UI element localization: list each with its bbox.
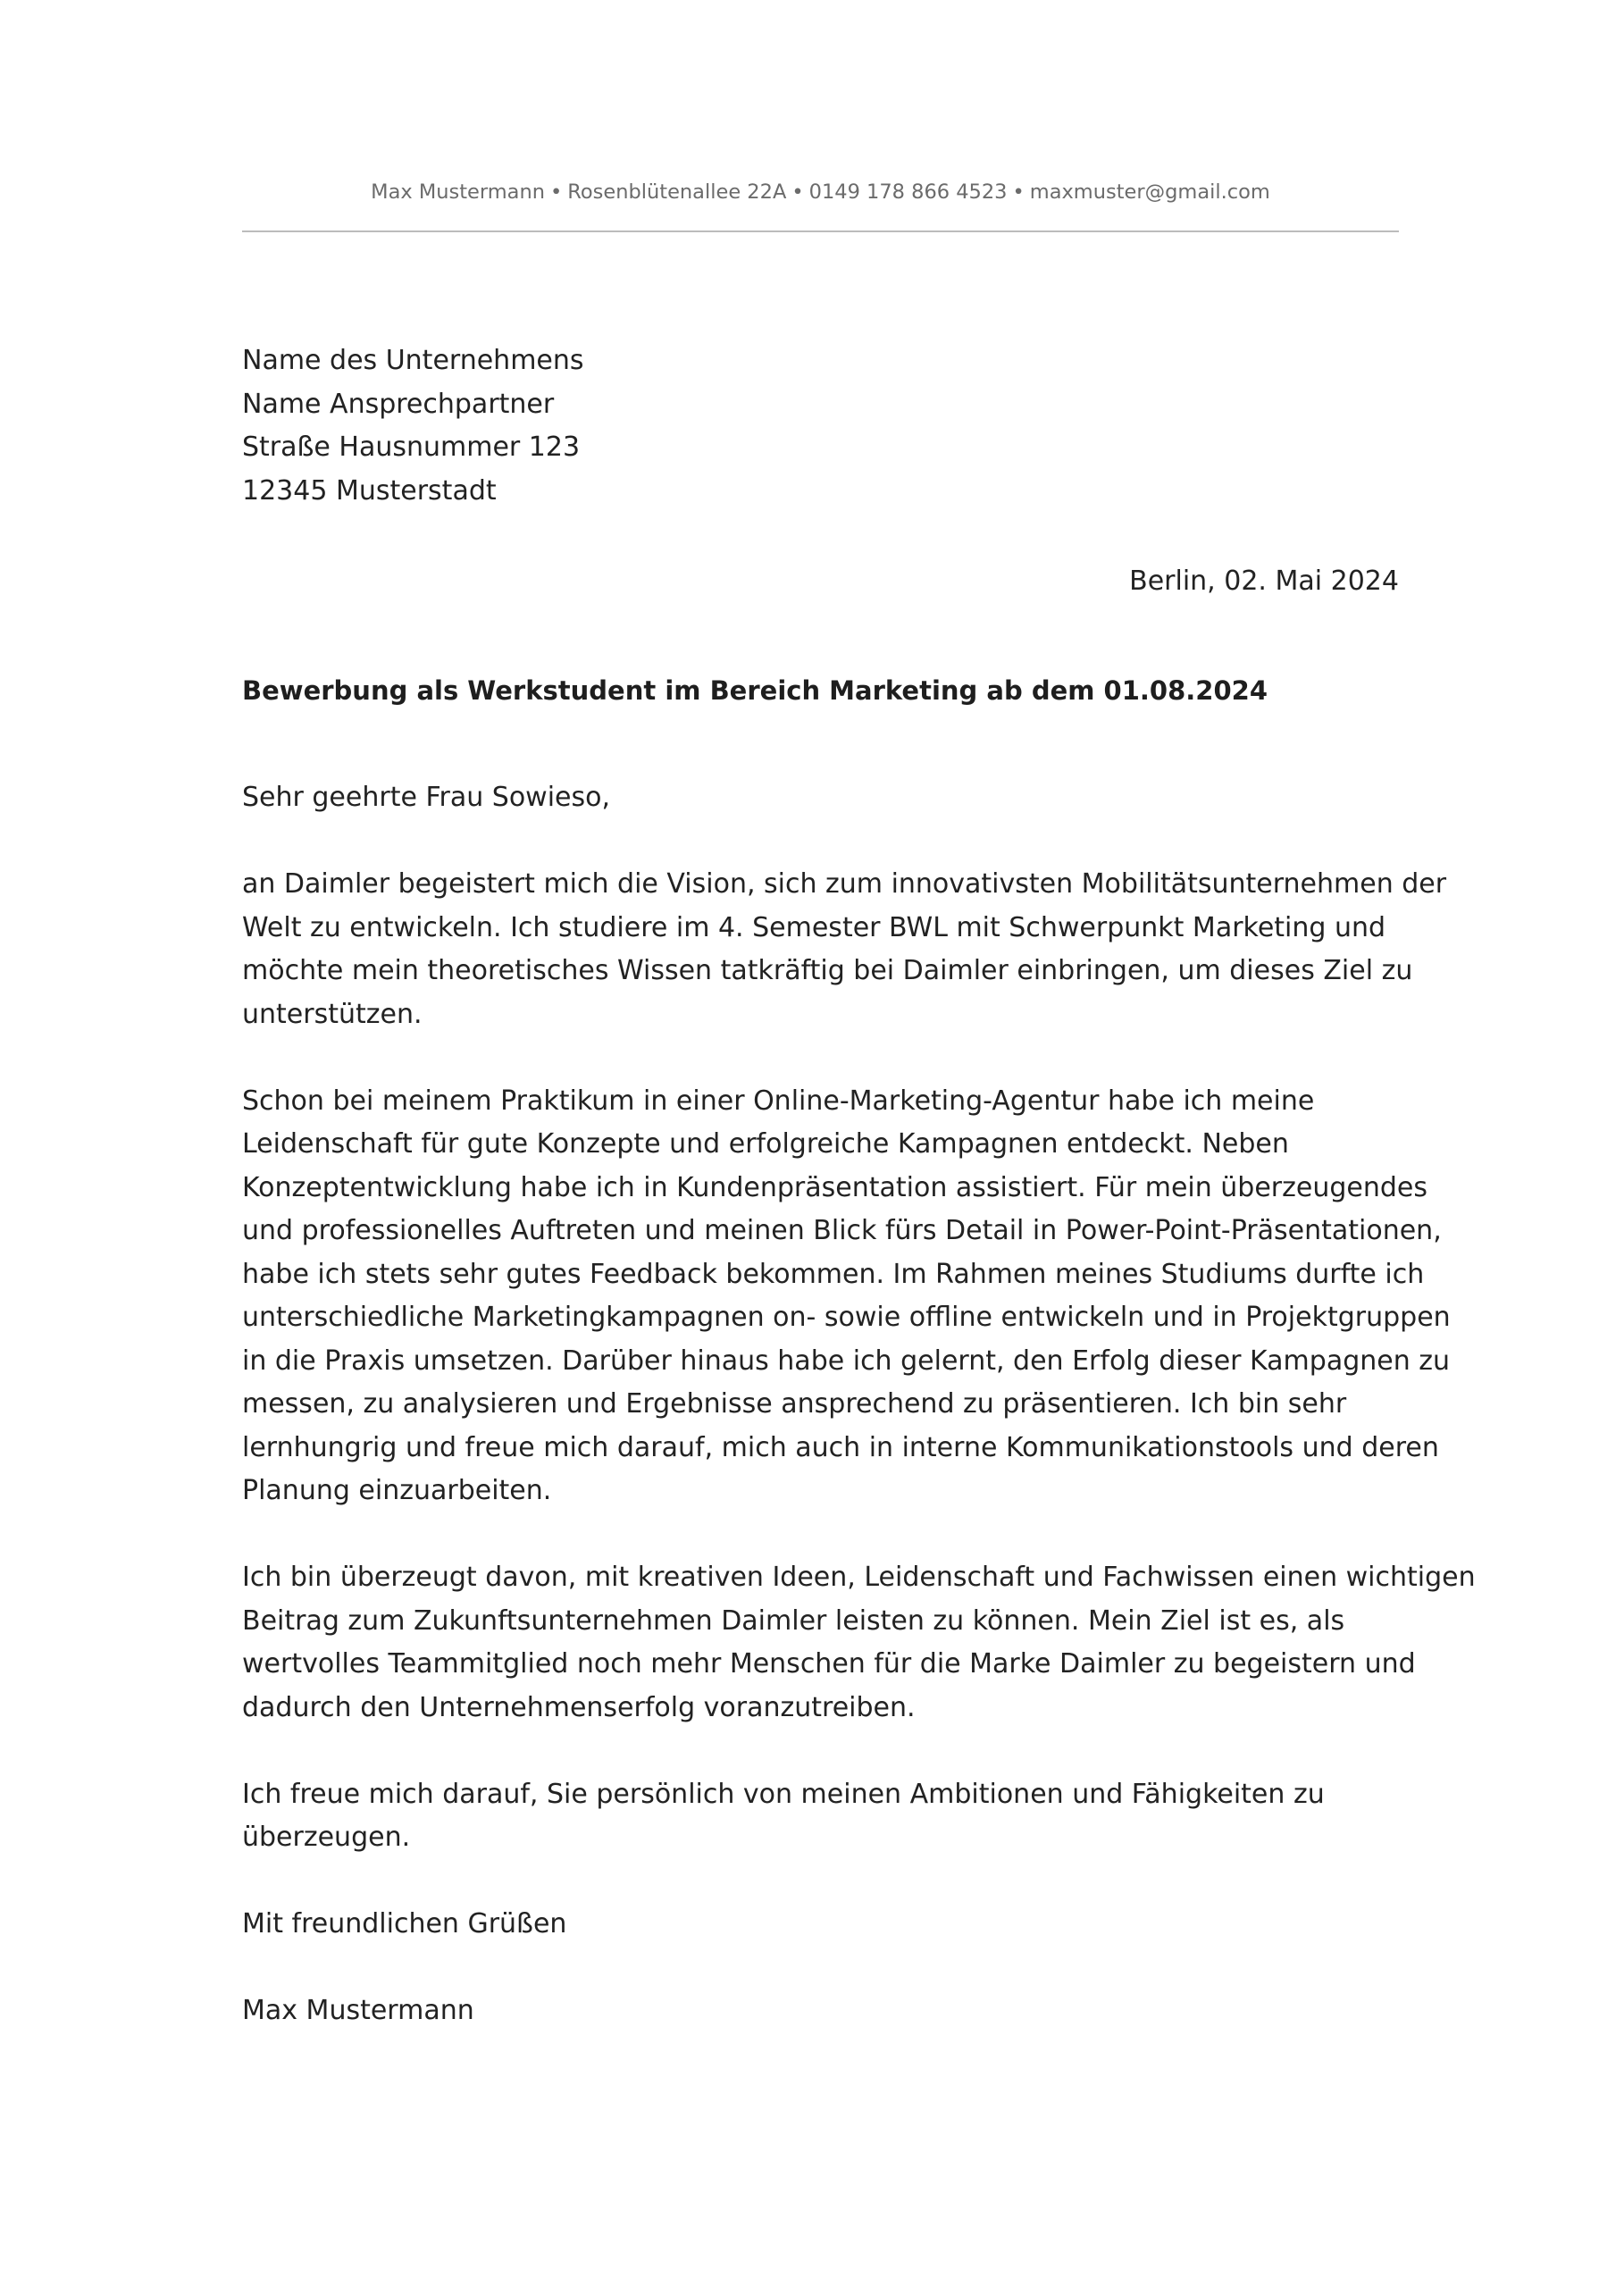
- sender-header: [242, 180, 1399, 204]
- text-line: Welt zu entwickeln. Ich studiere im 4. Semester BWL mit Schwerpunkt Marketing und: [242, 911, 1386, 943]
- header-separator: •: [1012, 180, 1025, 204]
- text-line: unterschiedliche Marketingkampagnen on- sowie offline entwickeln und in Projektgruppen: [242, 1302, 1451, 1333]
- text-line: überzeugen.: [242, 1822, 411, 1853]
- text-line: wertvolles Teammitglied noch mehr Menschen für die Marke Daimler zu begeistern und: [242, 1648, 1416, 1680]
- sender-phone: 0149 178 866 4523: [808, 180, 1008, 204]
- text-line: unterstützen.: [242, 998, 423, 1030]
- text-line: möchte mein theoretisches Wissen tatkräftig bei Daimler einbringen, um dieses Ziel zu: [242, 955, 1413, 986]
- text-line: und professionelles Auftreten und meinen Blick fürs Detail in Power-Point-Präsentationen,: [242, 1215, 1442, 1246]
- text-line: dadurch den Unternehmenserfolg voranzutreiben.: [242, 1691, 916, 1723]
- text-line: an Daimler begeistert mich die Vision, sich zum innovativsten Mobilitätsunternehmen der: [242, 868, 1447, 900]
- salutation: Sehr geehrte Frau Sowieso,: [242, 782, 611, 813]
- paragraph-4: [242, 1773, 1399, 1860]
- recipient-city: 12345 Musterstadt: [242, 474, 497, 507]
- sender-email[interactable]: maxmuster@gmail.com: [1029, 180, 1270, 204]
- paragraph-1: [242, 863, 1447, 1036]
- letter-page: [242, 0, 1476, 2287]
- recipient-contact: Name Ansprechpartner: [242, 388, 555, 420]
- text-line: habe ich stets sehr gutes Feedback bekommen. Im Rahmen meines Studiums durfte ich: [242, 1258, 1425, 1290]
- header-divider: [242, 230, 1399, 232]
- letter-subject: Bewerbung als Werkstudent im Bereich Marketing ab dem 01.08.2024: [242, 675, 1268, 706]
- text-line: Leidenschaft für gute Konzepte und erfolgreiche Kampagnen entdeckt. Neben: [242, 1128, 1289, 1160]
- text-line: in die Praxis umsetzen. Darüber hinaus habe ich gelernt, den Erfolg dieser Kampagnen zu: [242, 1345, 1451, 1377]
- recipient-street: Straße Hausnummer 123: [242, 431, 581, 463]
- text-line: Konzeptentwicklung habe ich in Kundenpräsentation assistiert. Für mein überzeugendes: [242, 1171, 1428, 1203]
- text-line: Ich freue mich darauf, Sie persönlich von meinen Ambitionen und Fähigkeiten zu: [242, 1778, 1325, 1810]
- recipient-address: [242, 339, 584, 513]
- signature-name: Max Mustermann: [242, 1995, 474, 2026]
- text-line: lernhungrig und freue mich darauf, mich auch in interne Kommunikationstools und deren: [242, 1431, 1439, 1463]
- letter-body: [242, 776, 1476, 2076]
- text-line: Ich bin überzeugt davon, mit kreativen Ideen, Leidenschaft und Fachwissen einen wichtigen: [242, 1562, 1476, 1593]
- paragraph-2: [242, 1080, 1451, 1513]
- closing: Mit freundlichen Grüßen: [242, 1908, 567, 1939]
- header-separator: •: [791, 180, 804, 204]
- sender-name: Max Mustermann: [371, 180, 545, 204]
- text-line: Schon bei meinem Praktikum in einer Online-Marketing-Agentur habe ich meine: [242, 1085, 1315, 1117]
- text-line: messen, zu analysieren und Ergebnisse ansprechend zu präsentieren. Ich bin sehr: [242, 1388, 1347, 1420]
- letter-date: Berlin, 02. Mai 2024: [1129, 565, 1399, 597]
- recipient-company: Name des Unternehmens: [242, 345, 584, 376]
- paragraph-3: [242, 1556, 1476, 1730]
- header-separator: •: [549, 180, 563, 204]
- sender-address: Rosenblütenallee 22A: [567, 180, 787, 204]
- text-line: Beitrag zum Zukunftsunternehmen Daimler leisten zu können. Mein Ziel ist es, als: [242, 1604, 1345, 1637]
- text-line: Planung einzuarbeiten.: [242, 1475, 552, 1506]
